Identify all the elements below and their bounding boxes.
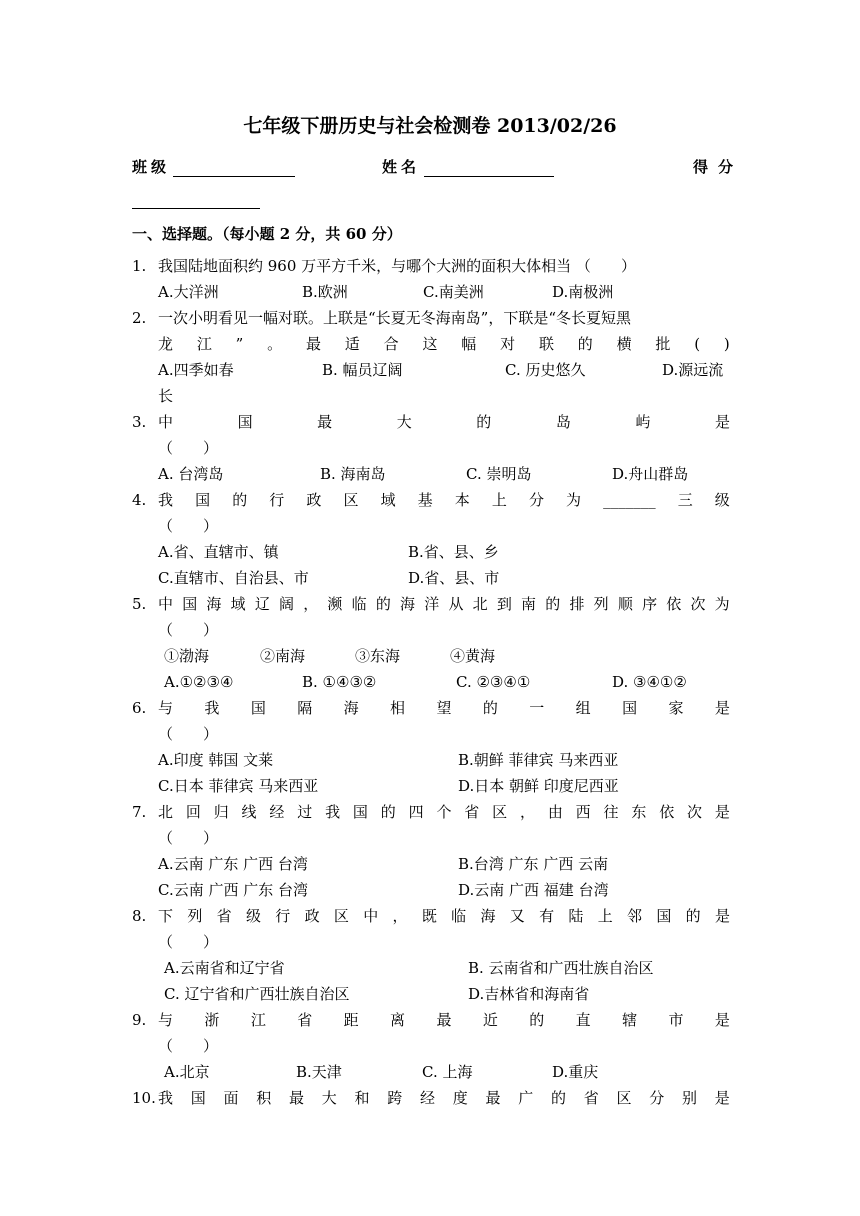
q5-option-b[interactable]: B. ①④③② [302,673,377,691]
q3-char: 的 [476,413,492,431]
q6-option-b[interactable]: B.朝鲜 菲律宾 马来西亚 [458,751,619,769]
page-title: 七年级下册历史与社会检测卷 2013/02/26 [243,115,617,137]
q9-option-d[interactable]: D.重庆 [552,1063,599,1081]
q5-char: 海 [206,595,222,613]
q2-char: ( [694,335,701,353]
q4-char: 三 [677,491,693,509]
q4-char: 政 [306,491,322,509]
q8-char: 政 [304,907,320,925]
q2-char: 幅 [461,335,477,353]
q10-char: 广 [518,1089,534,1107]
q3-char: 中 [158,413,174,431]
q6-number: 6. [132,699,147,717]
q2-option-d-wrap: 长 [158,387,174,405]
q10-char: 我 [158,1089,174,1107]
q5-char: 洋 [424,595,440,613]
q7-char: 国 [352,803,368,821]
q1-option-d[interactable]: D.南极洲 [552,283,614,301]
q10-text [158,1088,730,1108]
q5-char: 的 [545,595,561,613]
q4-char: 为 [566,491,582,509]
q8-char: 陆 [568,907,584,925]
q3-text [158,412,730,432]
q8-char: ， [392,907,408,925]
q4-char: 基 [417,491,433,509]
q8-char: 的 [685,907,701,925]
q9-option-b[interactable]: B.天津 [296,1063,342,1081]
q8-number: 8. [132,907,147,925]
section-heading: 一、选择题。（每小题 2 分，共 60 分） [132,225,402,243]
class-blank[interactable] [173,176,295,177]
q8-option-c[interactable]: C. 辽宁省和广西壮族自治区 [164,985,350,1003]
q9-char: 与 [158,1011,174,1029]
score-label: 得分 [693,158,744,176]
q5-option-d[interactable]: D. ③④①② [612,673,687,691]
q7-option-a[interactable]: A.云南 广东 广西 台湾 [158,855,308,873]
q5-char: 辽 [254,595,270,613]
q6-text [158,698,730,718]
q7-char: 的 [380,803,396,821]
q8-char: 下 [158,907,174,925]
q6-option-a[interactable]: A.印度 韩国 文莱 [158,751,274,769]
q8-char: 是 [714,907,730,925]
q2-text-line2 [158,334,730,354]
q10-char: 别 [682,1089,698,1107]
q8-char: 国 [656,907,672,925]
q5-char: 顺 [617,595,633,613]
q7-char: 次 [687,803,703,821]
q6-char: 的 [482,699,498,717]
q7-char: ， [519,803,535,821]
q6-char: 望 [436,699,452,717]
q2-char: 龙 [158,335,174,353]
q2-char: 的 [577,335,593,353]
q7-char: 归 [213,803,229,821]
q9-char: 省 [297,1011,313,1029]
q1-option-c[interactable]: C.南美洲 [423,283,484,301]
q1-option-b[interactable]: B.欧洲 [302,283,348,301]
q7-char: 过 [297,803,313,821]
q5-char: 国 [182,595,198,613]
q5-char: 北 [472,595,488,613]
q10-char: 国 [190,1089,206,1107]
q1-text: 我国陆地面积约 960 万平方千米，与哪个大洲的面积大体相当 （ ） [158,257,636,275]
q10-char: 省 [583,1089,599,1107]
q5-char: 依 [666,595,682,613]
q3-option-d[interactable]: D.舟山群岛 [612,465,689,483]
q5-option-a[interactable]: A.①②③④ [164,673,234,691]
q3-option-b[interactable]: B. 海南岛 [320,465,386,483]
q2-char: 联 [538,335,554,353]
name-label: 姓名 [382,158,421,176]
q8-char: 又 [509,907,525,925]
q7-char: 经 [269,803,285,821]
q5-char: 从 [448,595,464,613]
q5-char: 濒 [327,595,343,613]
q7-char: 是 [714,803,730,821]
q2-option-c[interactable]: C. 历史悠久 [505,361,586,379]
q7-char: 由 [547,803,563,821]
q4-option-b[interactable]: B.省、县、乡 [408,543,499,561]
q10-number: 10. [132,1089,156,1107]
q7-char: 线 [241,803,257,821]
q9-char: 直 [575,1011,591,1029]
q5-item-2: ②南海 [260,647,306,665]
q7-option-c[interactable]: C.云南 广西 广东 台湾 [158,881,309,899]
q5-char: ， [303,595,319,613]
q9-char: 距 [343,1011,359,1029]
q2-char: 江 [196,335,212,353]
q9-text [158,1010,730,1030]
q9-char: 市 [668,1011,684,1029]
q10-char: 和 [354,1089,370,1107]
q1-option-a[interactable]: A.大洋洲 [158,283,219,301]
q8-option-a[interactable]: A.云南省和辽宁省 [164,959,285,977]
q9-option-a[interactable]: A.北京 [164,1063,210,1081]
q5-text [158,594,730,614]
q10-char: 大 [321,1089,337,1107]
q7-answer-paren[interactable]: （ ） [158,829,219,847]
q10-char: 是 [714,1089,730,1107]
q9-char: 是 [714,1011,730,1029]
q7-char: 区 [492,803,508,821]
q5-item-1: ①渤海 [164,647,210,665]
q4-blank[interactable]: _______ [603,491,656,509]
q9-char: 浙 [204,1011,220,1029]
q6-option-d[interactable]: D.日本 朝鲜 印度尼西亚 [458,777,619,795]
q7-char: 往 [603,803,619,821]
q5-number: 5. [132,595,147,613]
class-label: 班级 [132,158,171,176]
q4-char: 域 [380,491,396,509]
q7-char: 我 [325,803,341,821]
q9-char: 近 [482,1011,498,1029]
q10-char: 跨 [387,1089,403,1107]
q5-char: 排 [569,595,585,613]
q3-number: 3. [132,413,147,431]
q9-char: 离 [390,1011,406,1029]
q4-char: 分 [528,491,544,509]
q9-char: 最 [436,1011,452,1029]
q4-char: 的 [232,491,248,509]
q8-char: 级 [245,907,261,925]
q8-char: 省 [216,907,232,925]
q8-option-b[interactable]: B. 云南省和广西壮族自治区 [468,959,654,977]
q7-char: 个 [436,803,452,821]
q7-char: 西 [575,803,591,821]
q5-item-3: ③东海 [355,647,401,665]
q3-char: 最 [317,413,333,431]
q6-answer-paren[interactable]: （ ） [158,725,219,743]
q6-char: 一 [529,699,545,717]
q8-char: 区 [333,907,349,925]
q3-option-c[interactable]: C. 崇明岛 [466,465,532,483]
q5-item-4: ④黄海 [450,647,496,665]
q8-char: 有 [539,907,555,925]
q2-char: ” [235,335,244,353]
q5-char: 为 [714,595,730,613]
q4-char: 行 [269,491,285,509]
q4-char: 我 [158,491,174,509]
q10-char: 度 [452,1089,468,1107]
q7-number: 7. [132,803,147,821]
q10-char: 最 [289,1089,305,1107]
q10-char: 最 [485,1089,501,1107]
q3-char: 大 [396,413,412,431]
name-blank[interactable] [424,176,554,177]
q4-char: 国 [195,491,211,509]
q4-char: 区 [343,491,359,509]
q2-option-b[interactable]: B. 幅员辽阔 [322,361,403,379]
q7-option-b[interactable]: B.台湾 广东 广西 云南 [458,855,609,873]
q6-char: 组 [575,699,591,717]
q8-char: 海 [480,907,496,925]
q2-option-a[interactable]: A.四季如春 [158,361,234,379]
q5-char: 到 [496,595,512,613]
q3-char: 是 [714,413,730,431]
q7-char: 北 [158,803,174,821]
score-blank[interactable] [132,208,260,209]
q4-char: 上 [491,491,507,509]
q4-char: 级 [714,491,730,509]
q8-option-d[interactable]: D.吉林省和海南省 [468,985,590,1003]
q4-option-a[interactable]: A.省、直辖市、镇 [158,543,279,561]
q7-char: 四 [408,803,424,821]
q8-char: 既 [421,907,437,925]
q7-text [158,802,730,822]
q5-answer-paren[interactable]: （ ） [158,621,219,639]
q5-char: 中 [158,595,174,613]
q6-option-c[interactable]: C.日本 菲律宾 马来西亚 [158,777,319,795]
q2-char: 批 [655,335,671,353]
q5-option-c[interactable]: C. ②③④① [456,673,531,691]
q3-option-a[interactable]: A. 台湾岛 [158,465,224,483]
q6-char: 是 [714,699,730,717]
q10-char: 的 [551,1089,567,1107]
q10-char: 经 [420,1089,436,1107]
q8-char: 中 [363,907,379,925]
q9-answer-paren[interactable]: （ ） [158,1037,219,1055]
q4-number: 4. [132,491,147,509]
q2-char: 。 [267,335,283,353]
q9-char: 江 [250,1011,266,1029]
q8-char: 临 [451,907,467,925]
q4-char: 本 [454,491,470,509]
q7-char: 东 [631,803,647,821]
q10-char: 区 [616,1089,632,1107]
q3-char: 屿 [635,413,651,431]
q2-char: ) [723,335,730,353]
q6-char: 家 [668,699,684,717]
q4-text [158,490,730,510]
q10-char: 分 [649,1089,665,1107]
q6-char: 国 [622,699,638,717]
q2-char: 对 [500,335,516,353]
q6-char: 国 [250,699,266,717]
q7-option-d[interactable]: D.云南 广西 福建 台湾 [458,881,609,899]
q4-option-d[interactable]: D.省、县、市 [408,569,500,587]
q5-char: 临 [351,595,367,613]
q9-char: 的 [529,1011,545,1029]
q6-char: 隔 [297,699,313,717]
q2-char: 这 [422,335,438,353]
q8-char: 邻 [627,907,643,925]
q8-char: 行 [275,907,291,925]
q8-text [158,906,730,926]
q2-char: 适 [344,335,360,353]
q4-option-c[interactable]: C.直辖市、自治县、市 [158,569,309,587]
q10-char: 积 [256,1089,272,1107]
q5-char: 南 [521,595,537,613]
q5-char: 列 [593,595,609,613]
q9-number: 9. [132,1011,147,1029]
q7-char: 回 [185,803,201,821]
q2-number: 2. [132,309,147,327]
q1-number: 1. [132,257,147,275]
q2-char: 最 [305,335,321,353]
q8-answer-paren[interactable]: （ ） [158,933,219,951]
q5-char: 序 [642,595,658,613]
q10-char: 面 [223,1089,239,1107]
q7-char: 省 [464,803,480,821]
q2-char: 横 [616,335,632,353]
q8-char: 上 [597,907,613,925]
q7-char: 依 [659,803,675,821]
q3-char: 国 [237,413,253,431]
q9-option-c[interactable]: C. 上海 [422,1063,473,1081]
q6-char: 相 [390,699,406,717]
q3-answer-paren[interactable]: （ ） [158,439,219,457]
q5-char: 阔 [279,595,295,613]
q2-option-d[interactable]: D.源远流 [662,361,724,379]
q5-char: 海 [400,595,416,613]
q2-text-line1: 一次小明看见一幅对联。上联是“长夏无冬海南岛”，下联是“冬长夏短黑 [158,309,632,327]
q2-char: 合 [383,335,399,353]
q5-char: 域 [230,595,246,613]
q4-answer-paren[interactable]: （ ） [158,517,219,535]
q5-char: 次 [690,595,706,613]
q6-char: 海 [343,699,359,717]
q6-char: 与 [158,699,174,717]
q6-char: 我 [204,699,220,717]
q3-char: 岛 [555,413,571,431]
q8-char: 列 [187,907,203,925]
q9-char: 辖 [622,1011,638,1029]
q5-char: 的 [375,595,391,613]
